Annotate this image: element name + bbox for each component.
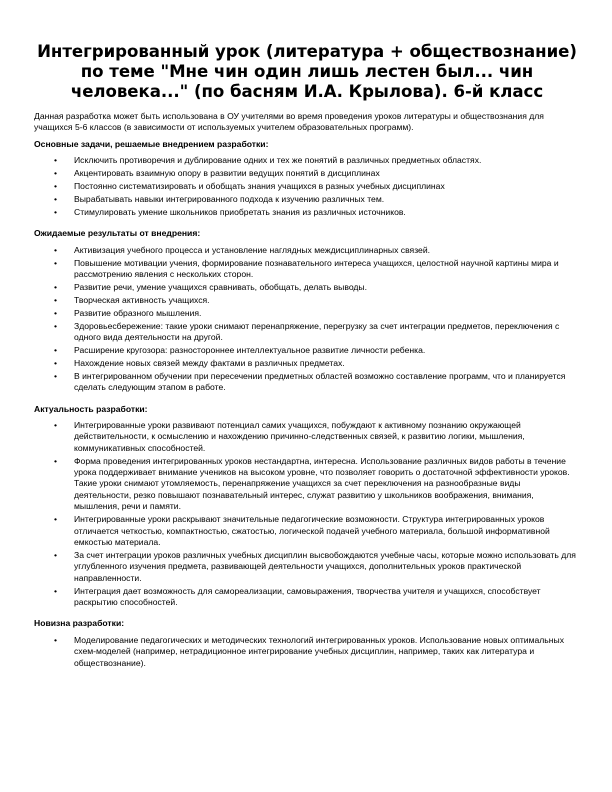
section-tasks xyxy=(34,139,580,218)
list-item-text: Творческая активность учащихся. xyxy=(74,294,210,305)
list-item-text: Акцентировать взаимную опору в развитии ведущих понятий в дисциплинах xyxy=(74,168,380,179)
bullet-icon: • xyxy=(54,514,58,525)
list-item xyxy=(34,635,580,669)
list-item xyxy=(34,358,580,369)
bullet-icon: • xyxy=(54,281,58,292)
section-title: Новизна разработки: xyxy=(34,618,125,629)
list-item-text: Активизация учебного процесса и установление наглядных междисциплинарных связей. xyxy=(74,244,431,255)
bullet-list xyxy=(34,635,580,669)
list-item xyxy=(34,420,580,454)
section-title: Ожидаемые результаты от внедрения: xyxy=(34,228,201,239)
bullet-icon: • xyxy=(54,193,58,204)
list-item-text: Моделирование педагогических и методических технологий интегрированных уроков. Использование новых оптимальных схем-моделей (например, нетрадиционное интегрирование учебных дисциплин, например, таких как литература и обществознание). xyxy=(74,634,564,668)
list-item-text: Развитие образного мышления. xyxy=(74,307,202,318)
list-item xyxy=(34,295,580,306)
list-item-text: В интегрированном обучении при пересечении предметных областей возможно составление программ, что и планируется сделать следующим этапом в работе. xyxy=(74,370,566,393)
bullet-icon: • xyxy=(54,634,58,645)
list-item xyxy=(34,586,580,609)
list-item xyxy=(34,155,580,166)
list-item-text: Исключить противоречия и дублирование одних и тех же понятий в различных предметных областях. xyxy=(74,155,482,166)
list-item-text: За счет интеграции уроков различных учебных дисциплин высвобождаются учебные часы, которые можно использовать для углубленного изучения предмета, развивающей деятельности учащихся, дополнительных уроков практической направленности. xyxy=(74,549,576,583)
list-item-text: Развитие речи, умение учащихся сравнивать, обобщать, делать выводы. xyxy=(74,281,367,292)
list-item xyxy=(34,321,580,344)
bullet-icon: • xyxy=(54,206,58,217)
list-item xyxy=(34,282,580,293)
list-item-text: Вырабатывать навыки интегрированного подхода к изучению различных тем. xyxy=(74,193,385,204)
bullet-icon: • xyxy=(54,320,58,331)
bullet-icon: • xyxy=(54,357,58,368)
list-item-text: Интегрированные уроки раскрывают значительные педагогические возможности. Структура интегрированных уроков отличается четкостью, компактностью, сжатостью, логической подачей учебного материала, большой информативной емкостью материала. xyxy=(74,514,550,547)
list-item xyxy=(34,308,580,319)
bullet-list xyxy=(34,245,580,394)
bullet-icon: • xyxy=(54,294,58,305)
bullet-icon: • xyxy=(54,307,58,318)
list-item xyxy=(34,550,580,584)
list-item-text: Повышение мотивации учения, формирование познавательного интереса учащихся, целостной научной картины мира и рассмотрению явления с нескольких сторон. xyxy=(74,257,559,279)
list-item-text: Интегрированные уроки развивают потенциал самих учащихся, побуждают к активному познанию окружающей действительности, к осмыслению и нахождению причинно-следственных связей, к развитию логики, мышления, коммуникативных способностей. xyxy=(74,419,525,453)
bullet-icon: • xyxy=(54,549,58,560)
list-item xyxy=(34,371,580,394)
section-title: Основные задачи, решаемые внедрением разработки: xyxy=(34,138,269,149)
list-item xyxy=(34,207,580,218)
list-item xyxy=(34,514,580,548)
intro-paragraph: Данная разработка может быть использована в ОУ учителями во время проведения уроков литературы и обществознания для учащихся 5-6 классов (в зависимости от используемых учителем образовательных программ). xyxy=(34,111,544,133)
section-title: Актуальность разработки: xyxy=(34,403,148,414)
bullet-icon: • xyxy=(54,370,58,381)
list-item xyxy=(34,456,580,513)
list-item xyxy=(34,181,580,192)
section-novelty xyxy=(34,618,580,669)
list-item-text: Постоянно систематизировать и обобщать знания учащихся в разных учебных дисциплинах xyxy=(74,181,445,192)
section-expected-results xyxy=(34,228,580,393)
list-item-text: Здоровьесбережение: такие уроки снимают перенапряжение, перегрузку за счет интеграции предметов, переключения с одного вида деятельности на другой. xyxy=(74,320,560,342)
list-item-text: Стимулировать умение школьников приобретать знания из различных источников. xyxy=(74,206,406,217)
list-item-text: Форма проведения интегрированных уроков нестандартна, интересна. Использование различных видов работы в течение урока поддерживает внимание учеников на высоком уровне, что позволяет говорить о достаточной эффективности уроков. Такие уроки снимают утомляемость, перенапряжение учащихся за счет переключения на разнообразные виды деятельности, резко повышают познавательный интерес, служат развитию у школьников воображения, внимания, мышления, речи и памяти. xyxy=(74,455,570,512)
document-page xyxy=(34,42,580,679)
list-item-text: Расширение кругозора: разностороннее интеллектуальное развитие личности ребенка. xyxy=(74,344,426,355)
list-item xyxy=(34,245,580,256)
bullet-list xyxy=(34,155,580,218)
list-item-text: Нахождение новых связей между фактами в различных предметах. xyxy=(74,357,345,368)
bullet-icon: • xyxy=(54,455,58,466)
list-item xyxy=(34,168,580,179)
bullet-icon: • xyxy=(54,419,58,430)
bullet-icon: • xyxy=(54,244,58,255)
bullet-list xyxy=(34,420,580,609)
bullet-icon: • xyxy=(54,181,58,192)
bullet-icon: • xyxy=(54,344,58,355)
list-item xyxy=(34,194,580,205)
bullet-icon: • xyxy=(54,168,58,179)
bullet-icon: • xyxy=(54,257,58,268)
bullet-icon: • xyxy=(54,585,58,596)
list-item xyxy=(34,345,580,356)
list-item-text: Интеграция дает возможность для самореализации, самовыражения, творчества учителя и учащихся, способствует раскрытию способностей. xyxy=(74,585,541,608)
bullet-icon: • xyxy=(54,155,58,166)
document-title: Интегрированный урок (литература + обществознание) по теме "Мне чин один лишь лестен был... чин человека..." (по басням И.А. Крылова). 6-й класс xyxy=(37,42,577,101)
list-item xyxy=(34,258,580,281)
section-relevance xyxy=(34,404,580,609)
